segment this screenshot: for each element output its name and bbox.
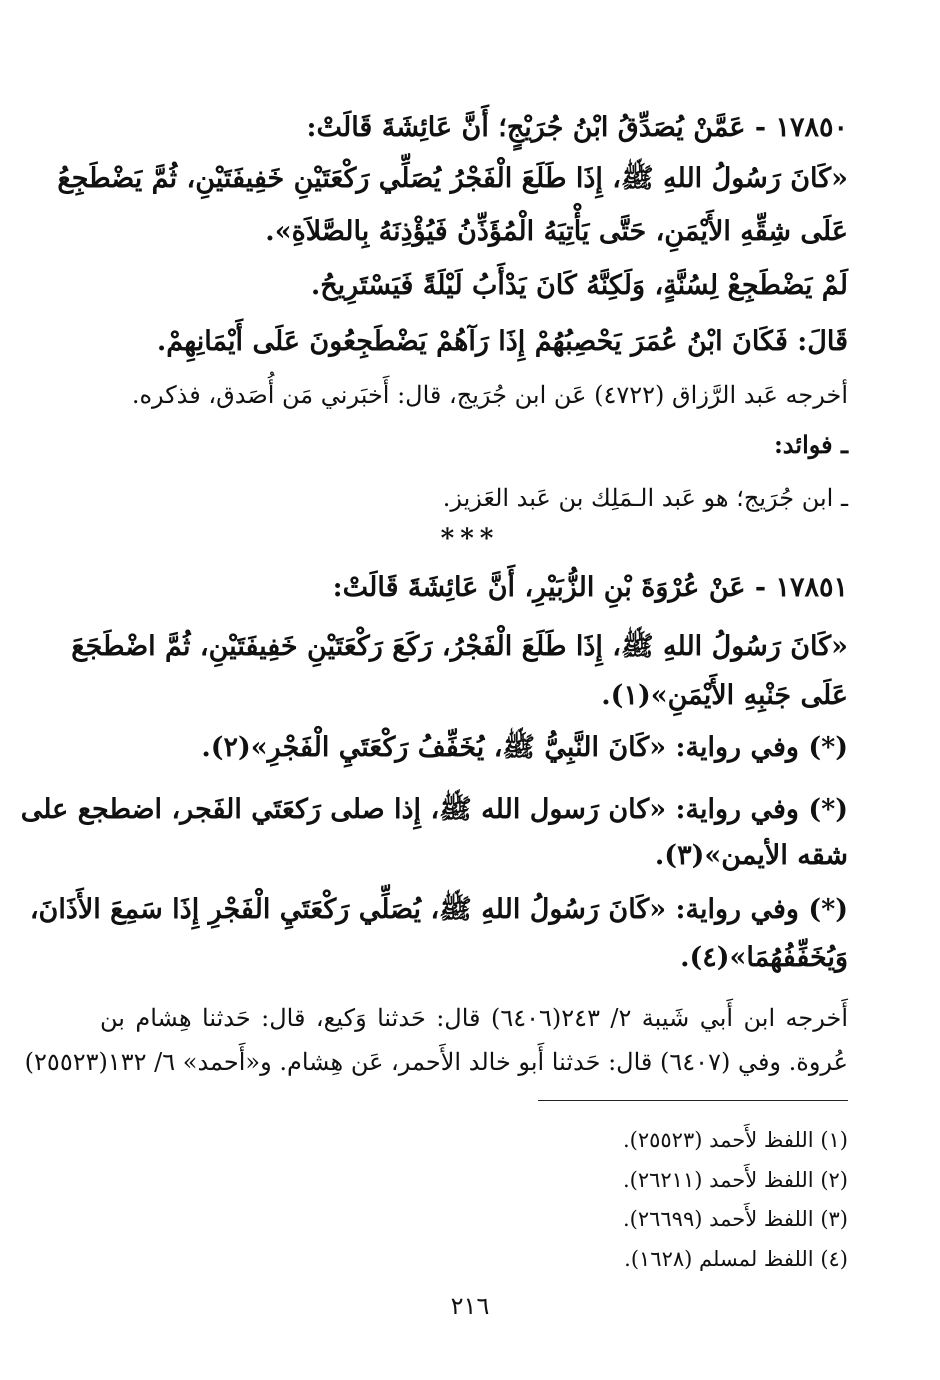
- benefits-heading: ـ فوائد:: [773, 430, 848, 459]
- hadith-17851-header: ١٧٨٥١ - عَنْ عُرْوَةَ بْنِ الزُّبَيْرِ، أَنَّ عَائِشَةَ قَالَتْ:: [332, 572, 848, 603]
- footnote-2: (٢) اللفظ لأَحمد (٢٦٢١١).: [622, 1168, 848, 1192]
- footnote-1: (١) اللفظ لأَحمد (٢٥٥٢٣).: [622, 1128, 848, 1152]
- section-separator: ***: [440, 524, 500, 554]
- hadith-17850-text-line-3: لَمْ يَضْطَجِعْ لِسُنَّةٍ، وَلَكِنَّهُ كَانَ يَدْأَبُ لَيْلَةً فَيَسْتَرِيحُ.: [310, 270, 848, 301]
- riwaya-2-line-2: شقه الأيمن»(٣).: [654, 840, 848, 871]
- riwaya-1: (*) وفي رواية: «كَانَ النَّبِيُّ ﷺ، يُخَفِّفُ رَكْعَتَيِ الْفَجْرِ»(٢).: [201, 732, 848, 763]
- hadith-17850-takhrij: أخرجه عَبد الرَّزاق (٤٧٢٢) عَن ابن جُرَيج، قال: أَخبَرني مَن أُصَدق، فذكره.: [131, 381, 848, 409]
- hadith-17851-text-line-2: عَلَى جَنْبِهِ الأَيْمَنِ»(١).: [601, 680, 848, 711]
- hadith-17850-text-line-2: عَلَى شِقِّهِ الأَيْمَنِ، حَتَّى يَأْتِيَهُ الْمُؤَذِّنُ فَيُؤْذِنَهُ بِالصَّلاَةِ».: [265, 216, 848, 247]
- hadith-17850-text-line-4: قَالَ: فَكَانَ ابْنُ عُمَرَ يَحْصِبُهُمْ إِذَا رَآهُمْ يَضْطَجِعُونَ عَلَى أَيْمَانِهِمْ.: [156, 326, 848, 357]
- hadith-17850-header: ١٧٨٥٠ - عَمَّنْ يُصَدِّقُ ابْنُ جُرَيْجٍ؛ أَنَّ عَائِشَةَ قَالَتْ:: [306, 112, 848, 143]
- riwaya-3-line-1: (*) وفي رواية: «كَانَ رَسُولُ اللهِ ﷺ، يُصَلِّي رَكْعَتَيِ الْفَجْرِ إِذَا سَمِعَ الأَذَانَ،: [29, 894, 848, 925]
- footnote-4: (٤) اللفظ لمسلم (١٦٢٨).: [624, 1247, 848, 1271]
- benefit-item: ـ ابن جُرَيج؛ هو عَبد الـمَلِك بن عَبد العَزيز.: [442, 484, 848, 512]
- hadith-17850-text-line-1: «كَانَ رَسُولُ اللهِ ﷺ، إِذَا طَلَعَ الْفَجْرُ يُصَلِّي رَكْعَتَيْنِ خَفِيفَتَيْنِ، ثُمَّ يَضْطَجِعُ: [57, 163, 848, 194]
- hadith-17851-text-line-1: «كَانَ رَسُولُ اللهِ ﷺ، إِذَا طَلَعَ الْفَجْرُ، رَكَعَ رَكْعَتَيْنِ خَفِيفَتَيْنِ، ثُمَّ اضْطَجَعَ: [71, 631, 848, 662]
- hadith-17851-takhrij-line-1: أَخرجه ابن أَبي شَيبة ٢/ ٢٤٣(٦٤٠٦) قال: حَدثنا وَكيع، قال: حَدثنا هِشام بن: [100, 1004, 848, 1032]
- page-number: ٢١٦: [450, 1292, 490, 1320]
- footnote-divider: [538, 1100, 848, 1101]
- riwaya-2-line-1: (*) وفي رواية: «كان رَسول الله ﷺ، إِذا صلى رَكعَتَي الفَجر، اضطجع على: [20, 794, 848, 825]
- footnote-3: (٣) اللفظ لأَحمد (٢٦٦٩٩).: [622, 1207, 848, 1231]
- riwaya-3-line-2: وَيُخَفِّفُهُمَا»(٤).: [680, 942, 848, 973]
- hadith-17851-takhrij-line-2: عُروة. وفي (٦٤٠٧) قال: حَدثنا أَبو خالد الأَحمر، عَن هِشام. و«أَحمد» ٦/ ١٣٢(٢٥٥٢٣): [24, 1048, 848, 1076]
